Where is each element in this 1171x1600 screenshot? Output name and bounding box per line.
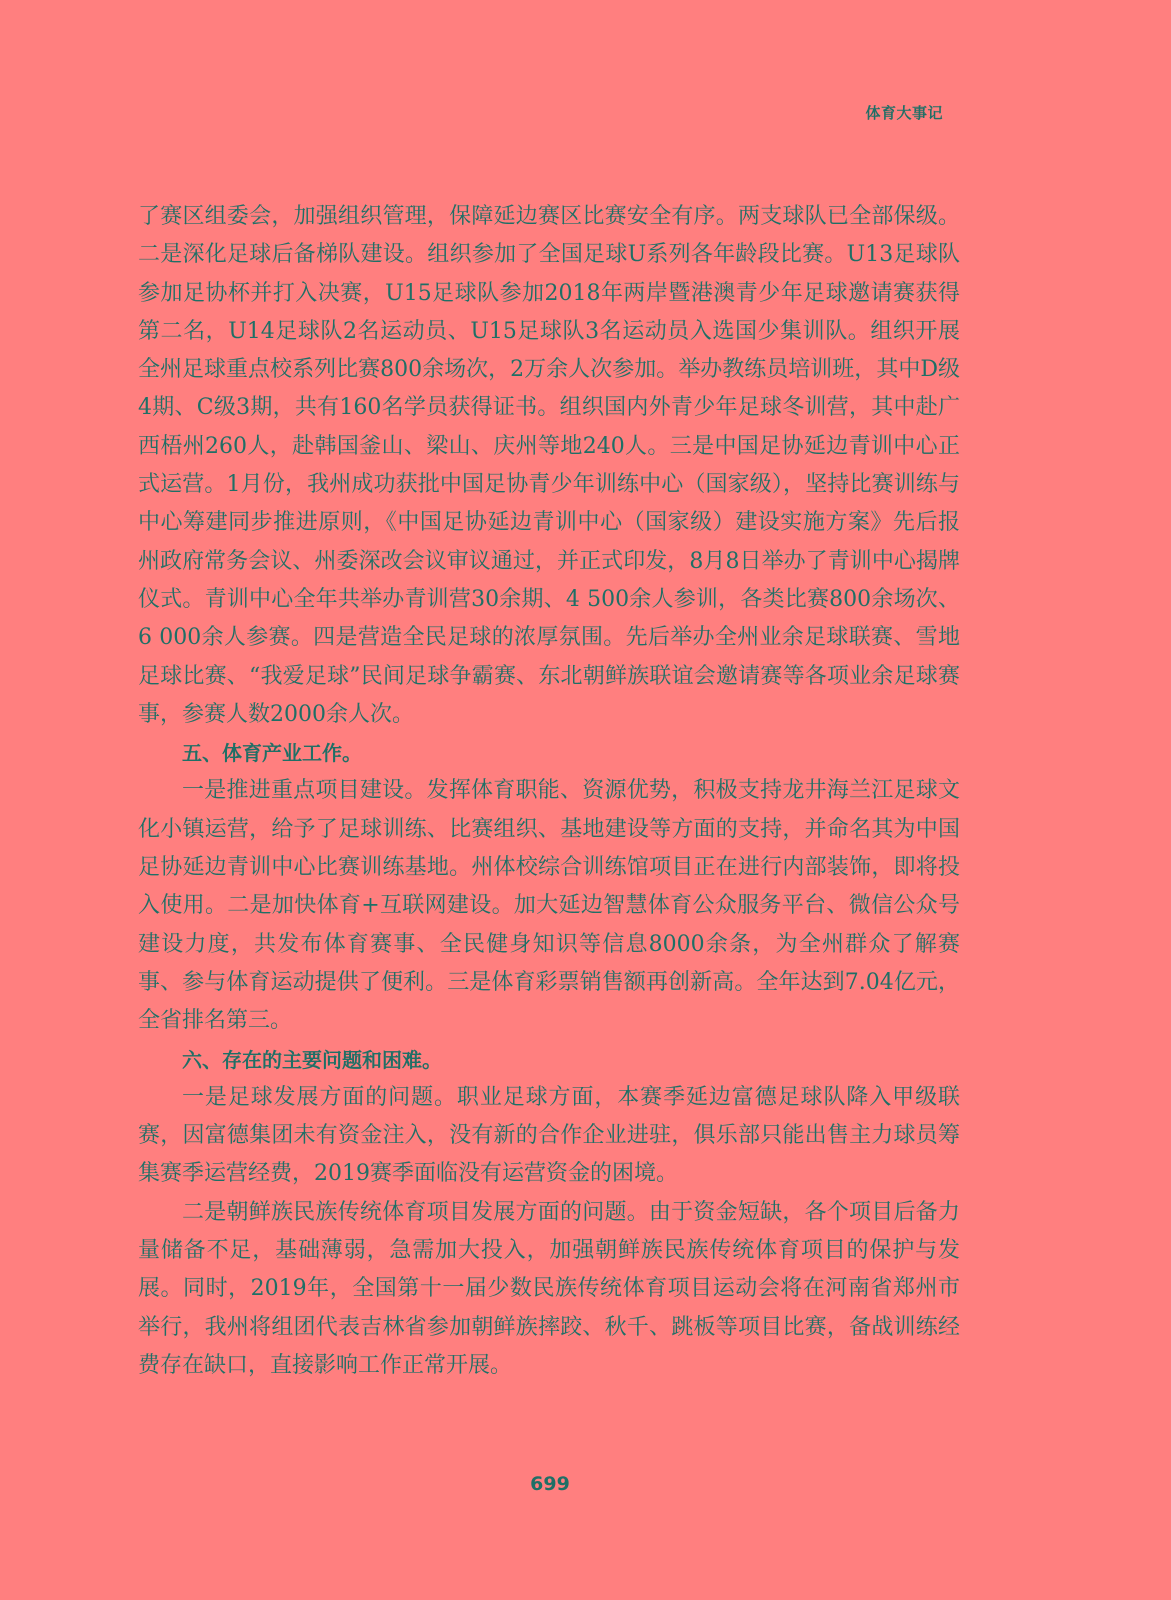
running-header: 体育大事记 bbox=[865, 104, 943, 122]
section-heading-sports-industry: 五、体育产业工作。 bbox=[182, 741, 362, 766]
paragraph-sports-industry: 一是推进重点项目建设。发挥体育职能、资源优势，积极支持龙井海兰江足球文化小镇运营，给予了足球训练、比赛组织、基地建设等方面的支持，并命名其为中国足协延边青训中心比赛训练基地。州体校综合训练馆项目正在进行内部装饰，即将投入使用。二是加快体育+互联网建设。加大延边智慧体育公众服务平台、微信公众号建设力度，共发布体育赛事、全民健身知识等信息8000余条，为全州群众了解赛事、参与体育运动提供了便利。三是体育彩票销售额再创新高。全年达到7.04亿元，全省排名第三。 bbox=[138, 778, 960, 1034]
paragraph-football-continued: 了赛区组委会，加强组织管理，保障延边赛区比赛安全有序。两支球队已全部保级。二是深化足球后备梯队建设。组织参加了全国足球U系列各年龄段比赛。U13足球队参加足协杯并打入决赛，U15足球队参加2018年两岸暨港澳青少年足球邀请赛获得第二名，U14足球队2名运动员、U15足球队3名运动员入选国少集训队。组织开展全州足球重点校系列比赛800余场次，2万余人次参加。举办教练员培训班，其中D级4期、C级3期，共有160名学员获得证书。组织国内外青少年足球冬训营，其中赴广西梧州260人，赴韩国釜山、梁山、庆州等地240人。三是中国足协延边青训中心正式运营。1月份，我州成功获批中国足协青少年训练中心（国家级），坚持比赛训练与中心筹建同步推进原则，《中国足协延边青训中心（国家级）建设实施方案》先后报州政府常务会议、州委深改会议审议通过，并正式印发，8月8日举办了青训中心揭牌仪式。青训中心全年共举办青训营30余期、4 500余人参训，各类比赛800余场次、6 000余人参赛。四是营造全民足球的浓厚氛围。先后举办全州业余足球联赛、雪地足球比赛、“我爱足球”民间足球争霸赛、东北朝鲜族联谊会邀请赛等各项业余足球赛事，参赛人数2000余人次。 bbox=[138, 204, 960, 727]
paragraph-football-problems: 一是足球发展方面的问题。职业足球方面，本赛季延边富德足球队降入甲级联赛，因富德集团未有资金注入，没有新的合作企业进驻，俱乐部只能出售主力球员筹集赛季运营经费，2019赛季面临没有运营资金的困境。 bbox=[138, 1084, 960, 1187]
paragraph-traditional-sports-problems: 二是朝鲜族民族传统体育项目发展方面的问题。由于资金短缺，各个项目后备力量储备不足，基础薄弱，急需加大投入，加强朝鲜族民族传统体育项目的保护与发展。同时，2019年，全国第十一届少数民族传统体育项目运动会将在河南省郑州市举行，我州将组团代表吉林省参加朝鲜族摔跤、秋千、跳板等项目比赛，备战训练经费存在缺口，直接影响工作正常开展。 bbox=[138, 1199, 960, 1378]
body-text bbox=[138, 198, 960, 1385]
section-heading-problems: 六、存在的主要问题和困难。 bbox=[182, 1047, 442, 1072]
page-number: 699 bbox=[530, 1473, 570, 1495]
